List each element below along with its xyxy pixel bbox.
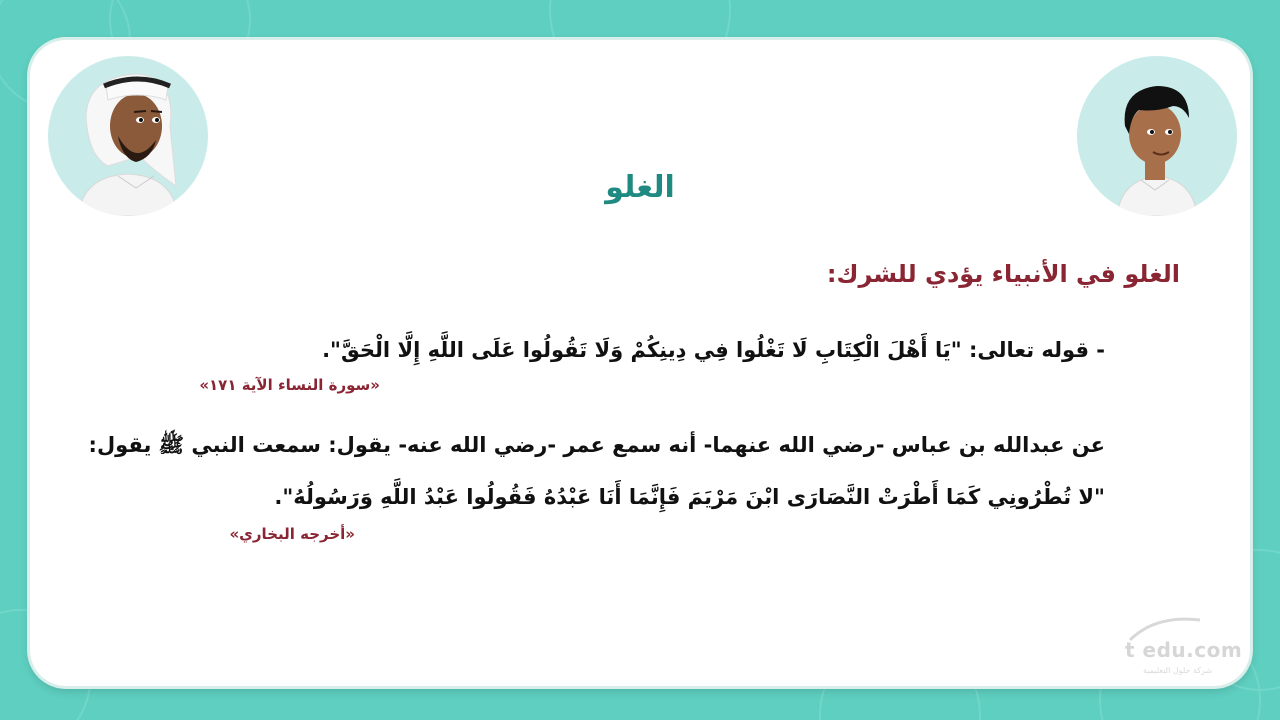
hadith-reference: «أخرجه البخاري»	[229, 525, 355, 543]
watermark-subtitle: شركة حلول التعليمية	[1143, 666, 1213, 675]
hadith-intro: عن عبدالله بن عباس -رضي الله عنهما- أنه سمع عمر -رضي الله عنه- يقول: سمعت النبي ﷺ يقول:	[88, 433, 1105, 457]
content-card	[30, 40, 1250, 686]
watermark-text: t edu.com	[1125, 638, 1243, 662]
verse-reference: «سورة النساء الآية ١٧١»	[199, 376, 380, 394]
verse-line: - قوله تعالى: "يَا أَهْلَ الْكِتَابِ لَا تَغْلُوا فِي دِينِكُمْ وَلَا تَقُولُوا عَلَى اللَّهِ إِلَّا الْحَقَّ".	[322, 338, 1105, 362]
man-avatar	[48, 56, 208, 216]
hadith-text: "لا تُطْرُونِي كَمَا أَطْرَتْ النَّصَارَى ابْنَ مَرْيَمَ فَإِنَّمَا أَنَا عَبْدُهُ فَقُولُوا عَبْدُ اللَّهِ وَرَسُولُهُ".	[274, 485, 1105, 509]
section-heading: الغلو في الأنبياء يؤدي للشرك:	[826, 260, 1180, 288]
watermark-logo	[1125, 610, 1245, 680]
page-title: الغلو	[605, 170, 675, 205]
boy-avatar	[1077, 56, 1237, 216]
